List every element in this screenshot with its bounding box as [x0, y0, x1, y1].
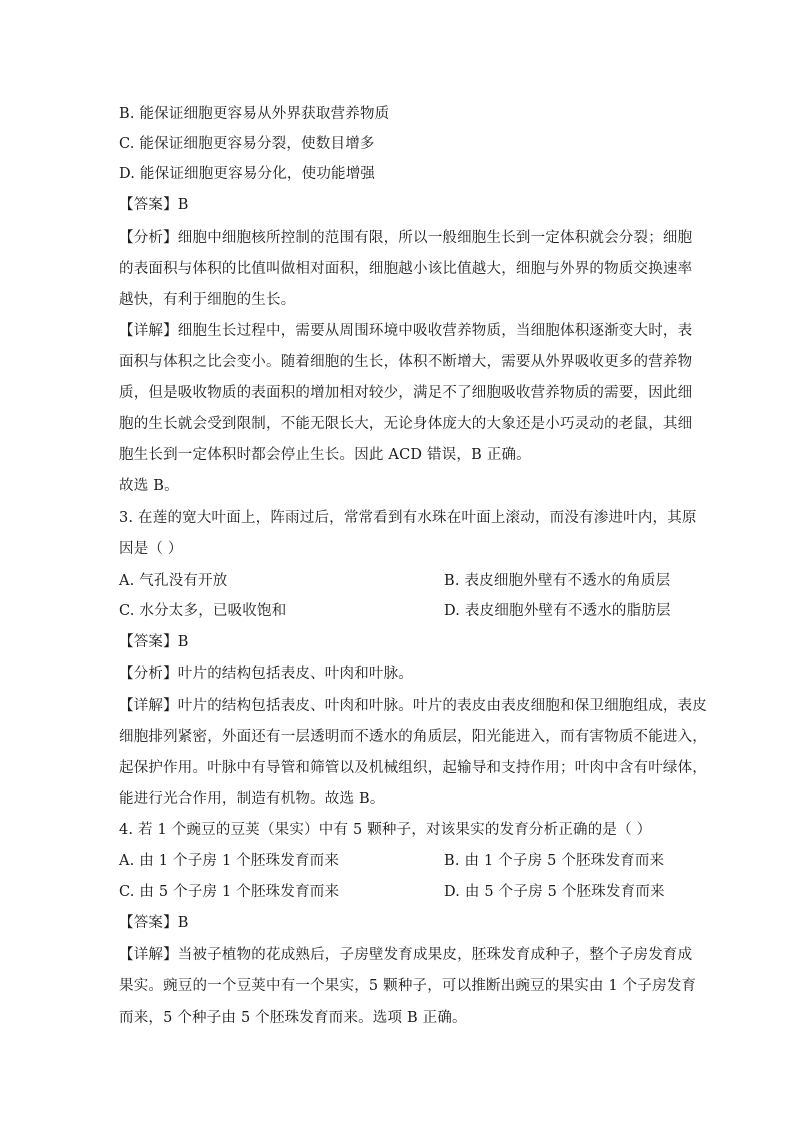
q3-option-b: B. 表皮细胞外壁有不透水的角质层: [444, 573, 671, 589]
q4-detail-line-1: 【详解】当被子植物的花成熟后，子房壁发育成果皮，胚珠发育成种子，整个子房发育成: [119, 947, 693, 963]
q3-detail-line-4: 能进行光合作用，制造有机物。故选 B。: [119, 791, 385, 807]
q3-stem-line-1: 3. 在莲的宽大叶面上，阵雨过后，常常看到有水珠在叶面上滚动，而没有渗进叶内，其原: [119, 510, 697, 526]
q2-analysis-line-2: 的表面积与体积的比值叫做相对面积，细胞越小该比值越大，细胞与外界的物质交换速率: [119, 261, 693, 277]
q2-detail-line-4: 胞的生长就会受到限制，不能无限长大，无论身体庞大的大象还是小巧灵动的老鼠，其细: [119, 416, 693, 432]
q3-answer: 【答案】B: [119, 634, 189, 650]
q4-option-a: A. 由 1 个子房 1 个胚珠发育而来: [119, 853, 340, 869]
q2-detail-line-3: 质，但是吸收物质的表面积的增加相对较少，满足不了细胞吸收营养物质的需要，因此细: [119, 385, 693, 401]
q2-detail-line-1: 【详解】细胞生长过程中，需要从周围环境中吸收营养物质，当细胞体积逐渐变大时，表: [119, 323, 693, 339]
q2-analysis-line-3: 越快，有利于细胞的生长。: [119, 292, 296, 308]
q4-stem: 4. 若 1 个豌豆的豆荚（果实）中有 5 颗种子，对该果实的发育分析正确的是（ ）: [119, 822, 652, 838]
q3-detail-line-1: 【详解】叶片的结构包括表皮、叶肉和叶脉。叶片的表皮由表皮细胞和保卫细胞组成，表皮: [119, 698, 707, 714]
q2-analysis-line-1: 【分析】细胞中细胞核所控制的范围有限，所以一般细胞生长到一定体积就会分裂；细胞: [119, 230, 693, 246]
q3-option-c: C. 水分太多，已吸收饱和: [119, 603, 287, 619]
q2-detail-line-5: 胞生长到一定体积时都会停止生长。因此 ACD 错误，B 正确。: [119, 447, 531, 463]
q2-option-c: C. 能保证细胞更容易分裂，使数目增多: [119, 136, 375, 152]
q3-detail-line-2: 细胞排列紧密，外面还有一层透明而不透水的角质层，阳光能进入，而有害物质不能进入，: [119, 729, 707, 745]
q2-answer: 【答案】B: [119, 197, 189, 213]
q2-option-d: D. 能保证细胞更容易分化，使功能增强: [119, 166, 376, 182]
q2-detail-line-6: 故选 B。: [119, 478, 179, 494]
q4-option-d: D. 由 5 个子房 5 个胚珠发育而来: [444, 884, 665, 900]
q3-stem-line-2: 因是（ ）: [119, 541, 183, 557]
q2-option-b: B. 能保证细胞更容易从外界获取营养物质: [119, 106, 390, 122]
q3-analysis: 【分析】叶片的结构包括表皮、叶肉和叶脉。: [119, 666, 413, 682]
q3-option-a: A. 气孔没有开放: [119, 573, 228, 589]
q4-detail-line-3: 而来，5 个种子由 5 个胚珠发育而来。选项 B 正确。: [119, 1010, 467, 1026]
q2-detail-line-2: 面积与体积之比会变小。随着细胞的生长，体积不断增大，需要从外界吸收更多的营养物: [119, 354, 693, 370]
q4-option-c: C. 由 5 个子房 1 个胚珠发育而来: [119, 884, 340, 900]
q4-option-b: B. 由 1 个子房 5 个胚珠发育而来: [444, 853, 665, 869]
q3-detail-line-3: 起保护作用。叶脉中有导管和筛管以及机械组织，起输导和支持作用；叶肉中含有叶绿体，: [119, 760, 707, 776]
q4-detail-line-2: 果实。豌豆的一个豆荚中有一个果实，5 颗种子，可以推断出豌豆的果实由 1 个子房发育: [119, 978, 697, 994]
q3-option-d: D. 表皮细胞外壁有不透水的脂肪层: [444, 603, 671, 619]
q4-answer: 【答案】B: [119, 915, 189, 931]
